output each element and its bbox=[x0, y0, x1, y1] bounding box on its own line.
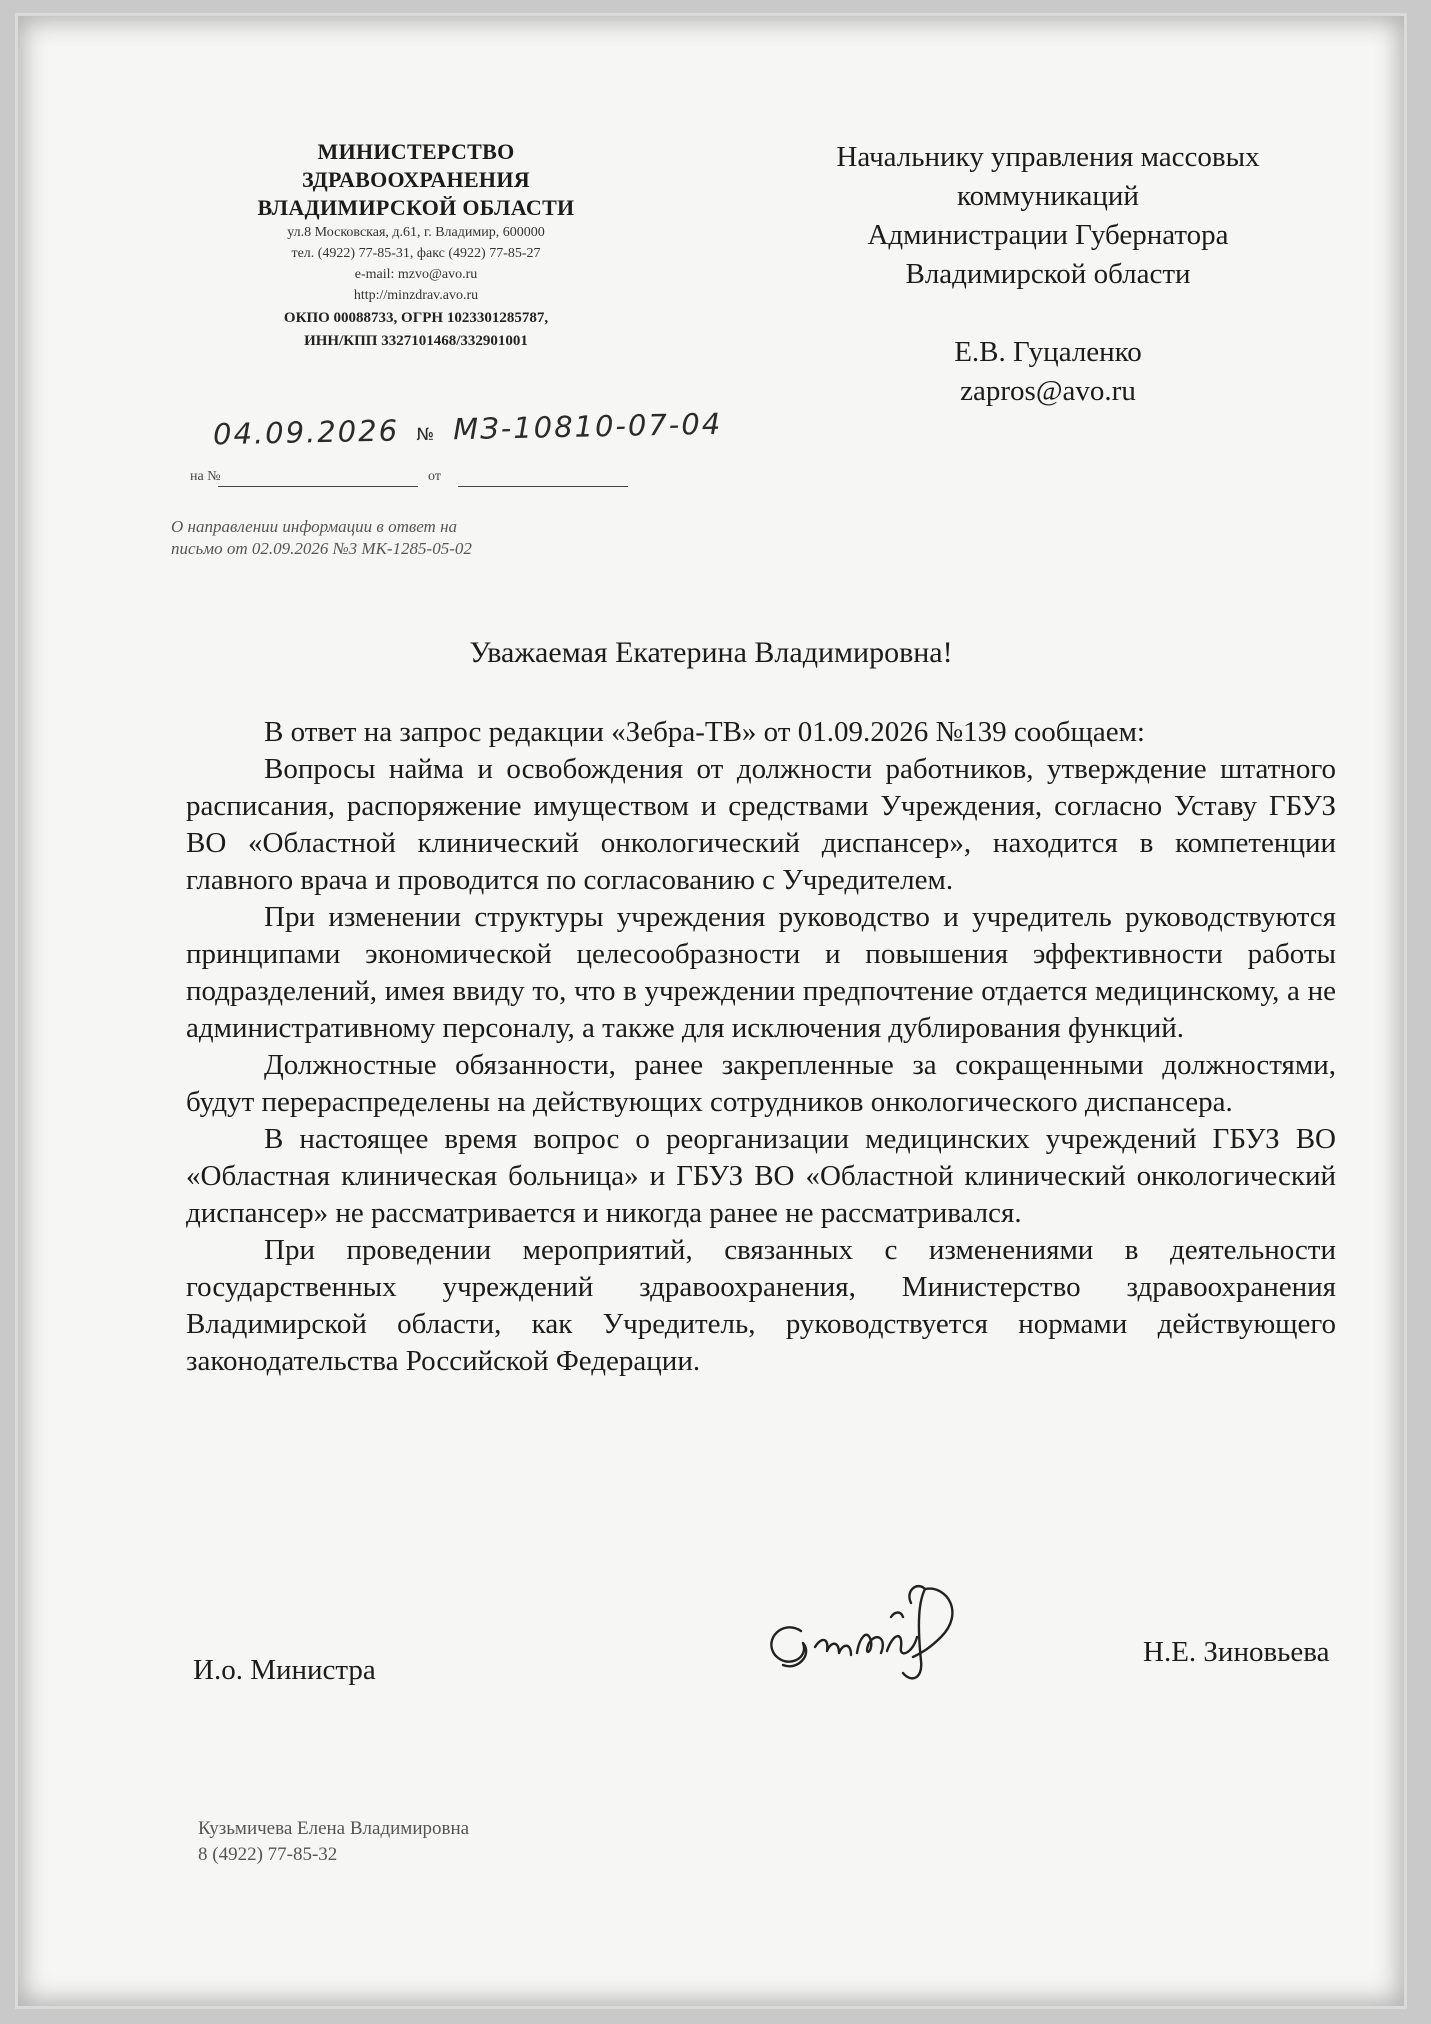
body-paragraph-2: Вопросы найма и освобождения от должности работников, утверждение штатного расписания, распоряжение имуществом и средствами Учреждения, согласно Уставу ГБУЗ ВО «Областной клинический онкологический диспансер», находится в компетенции главного врача и проводится по согласованию с Учредителем. bbox=[186, 753, 1336, 896]
letter-page bbox=[18, 16, 1404, 2006]
greeting: Уважаемая Екатерина Владимировна! bbox=[469, 636, 953, 669]
signatory-name: Н.Е. Зиновьева bbox=[1143, 1636, 1330, 1668]
subject-line1: О направлении информации в ответ на bbox=[171, 517, 458, 536]
reference-label-ot: от bbox=[428, 469, 441, 484]
body-paragraph-intro: В ответ на запрос редакции «Зебра-ТВ» от 01.09.2026 №139 сообщаем: bbox=[264, 716, 1145, 748]
letterhead bbox=[186, 138, 646, 352]
reference-label-na: на № bbox=[190, 469, 221, 484]
contact-name: Кузьмичева Елена Владимировна bbox=[198, 1818, 470, 1839]
contact-person bbox=[198, 1816, 469, 1868]
addressee-line1: Начальнику управления массовых bbox=[836, 141, 1260, 173]
addressee-email: zapros@avo.ru bbox=[960, 375, 1136, 407]
outgoing-number: МЗ-10810-07-04 bbox=[452, 406, 723, 447]
body-paragraph-6: При проведении мероприятий, связанных с изменениями в деятельности государственных учреждений здравоохранения, Министерство здравоохранения Владимирской области, как Учредитель, руководствуется нормами действующего законодательства Российской Федерации. bbox=[186, 1234, 1336, 1377]
addressee-line2: коммуникаций bbox=[957, 180, 1139, 212]
addressee-line3: Администрации Губернатора bbox=[867, 219, 1229, 251]
subject-line2: письмо от 02.09.2026 №3 МК-1285-05-02 bbox=[171, 539, 472, 558]
letterhead-title-line3: ВЛАДИМИРСКОЙ ОБЛАСТИ bbox=[257, 195, 575, 220]
handwritten-signature bbox=[753, 1561, 983, 1691]
letterhead-web: http://minzdrav.avo.ru bbox=[353, 288, 479, 303]
addressee-name: Е.В. Гуцаленко bbox=[954, 336, 1142, 368]
reference-date-line bbox=[458, 486, 628, 487]
signatory-role: И.о. Министра bbox=[193, 1654, 376, 1686]
letterhead-codes-inn: ИНН/КПП 3327101468/332901001 bbox=[304, 333, 528, 349]
letter-subject bbox=[171, 516, 591, 560]
letterhead-title-line2: ЗДРАВООХРАНЕНИЯ bbox=[302, 167, 530, 192]
letterhead-codes-okpo: ОКПО 00088733, ОГРН 1023301285787, bbox=[283, 310, 549, 326]
letterhead-phone: тел. (4922) 77-85-31, факс (4922) 77-85-27 bbox=[291, 246, 541, 261]
letterhead-title-line1: МИНИСТЕРСТВО bbox=[317, 139, 515, 164]
letterhead-address: ул.8 Московская, д.61, г. Владимир, 600000 bbox=[287, 225, 545, 240]
body-paragraph-5: В настоящее время вопрос о реорганизации медицинских учреждений ГБУЗ ВО «Областная клиническая больница» и ГБУЗ ВО «Областной клинический онкологический диспансер» не рассматривается и никогда ранее не рассматривался. bbox=[186, 1123, 1336, 1229]
outgoing-registration bbox=[213, 407, 723, 452]
body-paragraph-4: Должностные обязанности, ранее закрепленные за сокращенными должностями, будут перераспределены на действующих сотрудников онкологического диспансера. bbox=[186, 1049, 1336, 1118]
reference-number-line bbox=[218, 486, 418, 487]
outgoing-date: 04.09.2026 bbox=[212, 413, 400, 452]
contact-phone: 8 (4922) 77-85-32 bbox=[198, 1844, 338, 1865]
outgoing-no-sign: № bbox=[416, 424, 437, 446]
body-paragraph-3: При изменении структуры учреждения руководство и учредитель руководствуются принципами экономической целесообразности и повышения эффективности работы подразделений, имея ввиду то, что в учреждении предпочтение отдается медицинскому, а не административному персоналу, а также для исключения дублирования функций. bbox=[186, 901, 1336, 1044]
letterhead-email: e-mail: mzvo@avo.ru bbox=[354, 267, 478, 282]
addressee-block bbox=[788, 138, 1308, 411]
letter-body bbox=[186, 714, 1336, 1380]
addressee-line4: Владимирской области bbox=[905, 258, 1191, 290]
